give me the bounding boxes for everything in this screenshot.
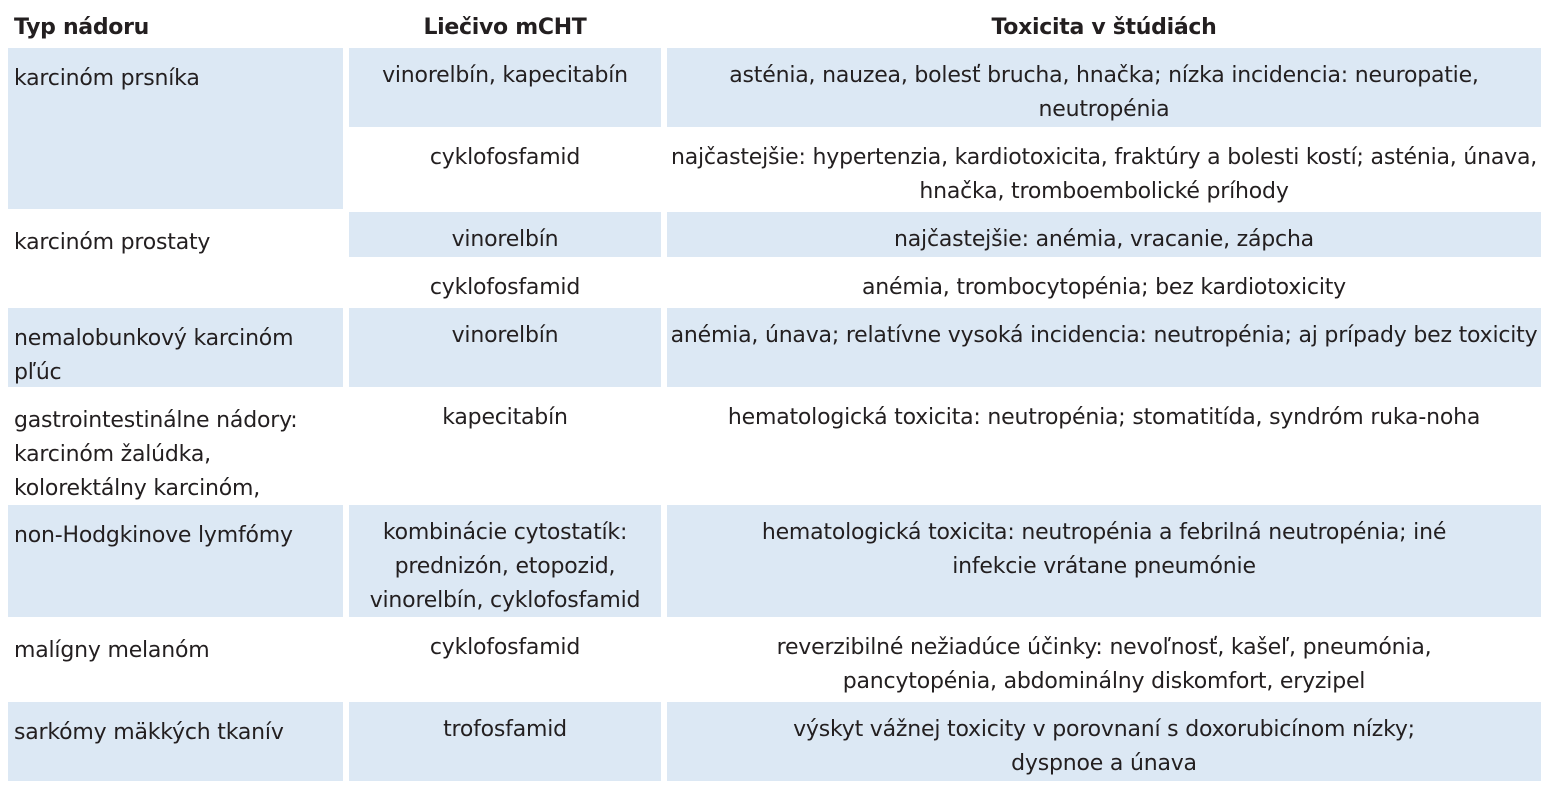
drug-cell: cyklofosfamid (429, 275, 581, 300)
tumor-type-cell: nemalobunkový karcinóm pľúc (8, 308, 343, 387)
table-group (8, 390, 1541, 502)
table-row (349, 212, 1541, 257)
table-group (8, 505, 1541, 617)
toxicity-cell: hematologická toxicita: neutropénia; stomatitída, syndróm ruka-noha (727, 405, 1481, 430)
toxicity-table (8, 6, 1541, 784)
toxicity-cell: asténia, nauzea, bolesť brucha, hnačka; nízka incidencia: neuropatie, neutropénia (667, 48, 1541, 127)
drug-cell: kapecitabín (442, 405, 568, 430)
drug-cell: vinorelbín (349, 212, 661, 257)
toxicity-cell: anémia, trombocytopénia; bez kardiotoxicity (862, 275, 1346, 300)
table-group (8, 702, 1541, 781)
table-group (8, 212, 1541, 305)
header-drug: Liečivo mCHT (423, 14, 587, 40)
table-row (349, 260, 1541, 305)
toxicity-cell: reverzibilné nežiadúce účinky: nevoľnosť, kašeľ, pneumónia, pancytopénia, abdominálny diskomfort, eryzipel (776, 635, 1432, 694)
drug-cell: trofosfamid (349, 702, 661, 781)
table-group (8, 48, 1541, 209)
table-row (349, 48, 1541, 127)
table-row (349, 505, 1541, 617)
drug-cell: kombinácie cytostatík: prednizón, etopozid, vinorelbín, cyklofosfamid (349, 505, 661, 617)
drug-cell: cyklofosfamid (349, 130, 661, 209)
table-row (349, 308, 1541, 387)
table-row (349, 620, 1541, 699)
tumor-type-cell: gastrointestinálne nádory: karcinóm žalúdka, kolorektálny karcinóm, (14, 408, 298, 501)
table-group (8, 620, 1541, 699)
table-row (349, 390, 1541, 502)
toxicity-cell: najčastejšie: anémia, vracanie, zápcha (667, 212, 1541, 257)
table-row (349, 702, 1541, 781)
tumor-type-cell: karcinóm prostaty (14, 230, 211, 255)
drug-cell: cyklofosfamid (429, 635, 581, 660)
table-group (8, 308, 1541, 387)
tumor-type-cell: malígny melanóm (14, 638, 210, 663)
tumor-type-cell: sarkómy mäkkých tkanív (8, 702, 343, 781)
toxicity-cell: anémia, únava; relatívne vysoká incidencia: neutropénia; aj prípady bez toxicity (667, 308, 1541, 387)
toxicity-cell: hematologická toxicita: neutropénia a febrilná neutropénia; iné infekcie vrátane pneumónie (667, 505, 1541, 617)
table-header (8, 6, 1541, 48)
header-toxicity: Toxicita v štúdiách (991, 14, 1217, 40)
header-tumor-type: Typ nádoru (14, 14, 150, 40)
tumor-type-cell: non-Hodgkinove lymfómy (8, 505, 343, 617)
table-row (349, 130, 1541, 209)
toxicity-cell: najčastejšie: hypertenzia, kardiotoxicita, fraktúry a bolesti kostí; asténia, únava, hnačka, tromboembolické príhody (667, 130, 1541, 209)
tumor-type-cell: karcinóm prsníka (8, 48, 343, 209)
drug-cell: vinorelbín (349, 308, 661, 387)
toxicity-cell: výskyt vážnej toxicity v porovnaní s doxorubicínom nízky; dyspnoe a únava (667, 702, 1541, 781)
drug-cell: vinorelbín, kapecitabín (349, 48, 661, 127)
